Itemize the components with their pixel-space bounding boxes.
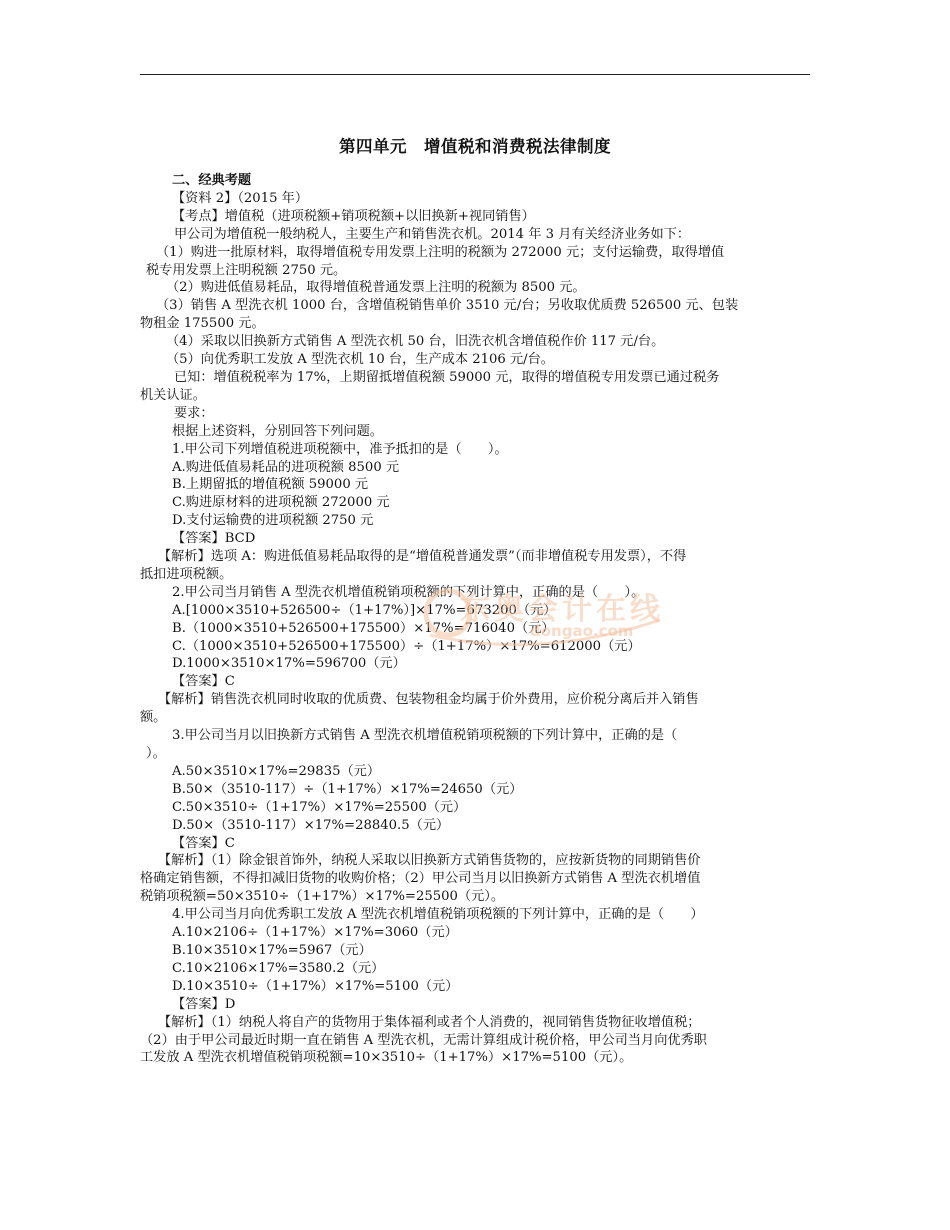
- text-line: 【解析】（1）除金银首饰外，纳税人采取以旧换新方式销售货物的，应按新货物的同期销售价: [158, 853, 701, 869]
- text-line: 【解析】销售洗衣机同时收取的优质费、包装物租金均属于价外费用，应价税分离后并入销售: [158, 692, 699, 708]
- text-line: （2）购进低值易耗品，取得增值税普通发票上注明的税额为 8500 元。: [166, 280, 586, 296]
- header-rule: [140, 74, 810, 75]
- text-line: 根据上述资料，分别回答下列问题。: [172, 423, 383, 439]
- text-line: 4.甲公司当月向优秀职工发放 A 型洗衣机增值税销项税额的下列计算中，正确的是（ ）: [172, 907, 704, 923]
- text-line: 已知：增值税税率为 17%，上期留抵增值税额 59000 元，取得的增值税专用发票已通过税务: [174, 369, 720, 385]
- text-line: C.10×2106×17%=3580.2（元）: [172, 960, 385, 976]
- text-line: C.（1000×3510+526500+175500）÷（1+17%）×17%=612000（元）: [172, 638, 641, 654]
- text-line: A.10×2106÷（1+17%）×17%=3060（元）: [172, 925, 458, 941]
- text-line: D.1000×3510×17%=596700（元）: [172, 656, 406, 672]
- text-line: ）。: [146, 746, 166, 761]
- text-line: 【答案】C: [172, 674, 235, 690]
- text-line: 额。: [140, 710, 167, 726]
- text-line: C.购进原材料的进项税额 272000 元: [172, 495, 390, 511]
- text-line: 抵扣进项税额。: [140, 566, 233, 582]
- text-line: （3）销售 A 型洗衣机 1000 台，含增值税销售单价 3510 元/台；另收取优质费 526500 元、包装: [156, 298, 739, 314]
- text-line: 甲公司为增值税一般纳税人，主要生产和销售洗衣机。2014 年 3 月有关经济业务如下：: [174, 226, 691, 242]
- text-line: 【答案】D: [172, 996, 236, 1012]
- text-line: 1.甲公司下列增值税进项税额中，准予抵扣的是（ ）。: [172, 441, 508, 457]
- text-line: B.10×3510×17%=5967（元）: [172, 942, 372, 958]
- text-line: （4）采取以旧换新方式销售 A 型洗衣机 50 台，旧洗衣机含增值税作价 117 元/台。: [166, 334, 665, 350]
- text-line: （1）购进一批原材料，取得增值税专用发票上注明的税额为 272000 元；支付运输费，取得增值: [156, 244, 725, 260]
- text-line: 要求：: [174, 405, 214, 421]
- text-line: 格确定销售额，不得扣减旧货物的收购价格；（2）甲公司当月以旧换新方式销售 A 型洗衣机增值: [140, 871, 701, 887]
- text-line: 税销项税额=50×3510÷（1+17%）×17%=25500（元）。: [140, 889, 505, 905]
- page-title: 第四单元 增值税和消费税法律制度: [339, 137, 611, 156]
- text-line: D.支付运输费的进项税额 2750 元: [172, 513, 374, 529]
- text-line: D.10×3510÷（1+17%）×17%=5100（元）: [172, 978, 459, 994]
- text-line: 【资料 2】（2015 年）: [172, 190, 309, 206]
- watermark-text: 东奥会计在线: [460, 592, 664, 627]
- text-line: B.上期留抵的增值税额 59000 元: [172, 477, 369, 493]
- text-line: A.购进低值易耗品的进项税额 8500 元: [172, 459, 400, 475]
- text-line: 【解析】选项 A：购进低值易耗品取得的是“增值税普通发票”（而非增值税专用发票），不得: [158, 549, 687, 565]
- text-line: C.50×3510÷（1+17%）×17%=25500（元）: [172, 799, 467, 815]
- text-line: 物租金 175500 元。: [140, 316, 265, 332]
- text-line: D.50×（3510-117）×17%=28840.5（元）: [172, 817, 450, 833]
- text-line: 二、经典考题: [172, 173, 252, 188]
- text-line: （5）向优秀职工发放 A 型洗衣机 10 台，生产成本 2106 元/台。: [166, 352, 554, 368]
- text-line: 工发放 A 型洗衣机增值税销项税额=10×3510÷（1+17%）×17%=5100（元）。: [140, 1050, 633, 1066]
- text-line: 【答案】C: [172, 835, 235, 851]
- text-line: （2）由于甲公司最近时期一直在销售 A 型洗衣机，无需计算组成计税价格，甲公司当月向优秀职: [140, 1032, 707, 1048]
- text-line: B.（1000×3510+526500+175500）×17%=716040（元）: [172, 620, 555, 636]
- watermark-url: dongao.com: [530, 622, 634, 640]
- text-line: 3.甲公司当月以旧换新方式销售 A 型洗衣机增值税销项税额的下列计算中，正确的是（: [172, 728, 678, 744]
- text-line: 【解析】（1）纳税人将自产的货物用于集体福利或者个人消费的，视同销售货物征收增值税；: [158, 1014, 701, 1030]
- text-line: A.50×3510×17%=29835（元）: [172, 763, 381, 779]
- text-line: 2.甲公司当月销售 A 型洗衣机增值税销项税额的下列计算中，正确的是（ ）。: [172, 584, 645, 600]
- text-line: A.[1000×3510+526500÷（1+17%）]×17%=673200（元）: [172, 602, 557, 618]
- text-line: B.50×（3510-117）÷（1+17%）×17%=24650（元）: [172, 781, 523, 797]
- text-line: 税专用发票上注明税额 2750 元。: [146, 262, 347, 278]
- text-line: 【答案】BCD: [172, 531, 256, 547]
- text-line: 【考点】增值税（进项税额+销项税额+以旧换新+视同销售）: [172, 208, 535, 224]
- text-line: 机关认证。: [140, 387, 206, 403]
